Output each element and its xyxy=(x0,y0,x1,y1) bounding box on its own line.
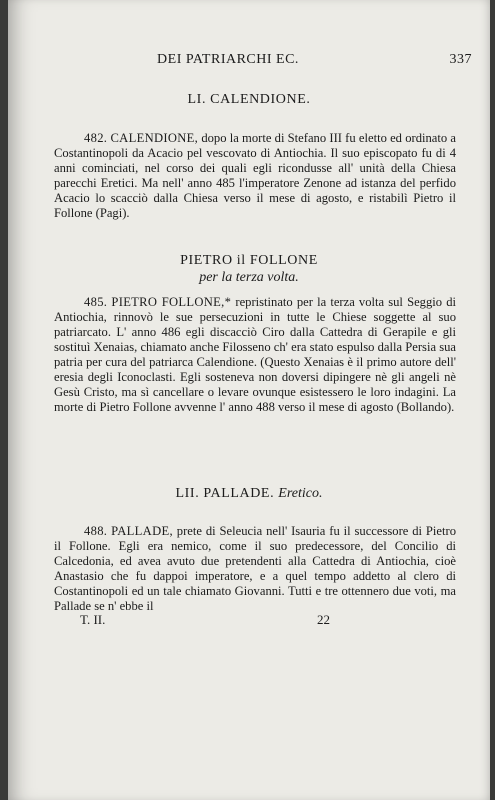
paragraph-pietro xyxy=(54,295,456,415)
subheading-text: per la terza volta. xyxy=(199,270,299,285)
heading-text: LII. PALLADE. xyxy=(175,486,275,501)
section-heading-pallade xyxy=(8,486,490,502)
sheet-number: 22 xyxy=(317,612,330,627)
paragraph-pallade xyxy=(54,524,456,614)
paragraph-calendione xyxy=(54,131,456,221)
paragraph-name: PIETRO FOLLONE,* xyxy=(111,295,232,309)
paragraph-name: PALLADE, xyxy=(111,524,173,538)
page-number: 337 xyxy=(449,52,472,67)
heading-italic: Eretico. xyxy=(278,486,323,501)
running-title: DEI PATRIARCHI EC. xyxy=(157,52,299,67)
paragraph-text: prete di Seleucia nell' Isauria fu il successore di Pietro il Follone. Egli era nemico, come il suo predecessore, del Concilio di Calcedonia, ed avea avuto due pretendenti alla Cattedra di Antiochia, cioè Anastasio che fu dappoi imperatore, e a quel tempo addetto al clero di Costantinopoli ed un tale chiamato Giovanni. Tutti e tre ottennero due voti, ma Pallade se n' ebbe il xyxy=(54,524,456,613)
paragraph-name: CALENDIONE, xyxy=(110,131,199,145)
paragraph-text: repristinato per la terza volta sul Seggio di Antiochia, rinnovò le sue persecuzioni in tutte le Chiese soggette al suo patriarcato. L' anno 486 egli discacciò Ciro dalla Cattedra di Gerapile e gli sostituì Xenaias, chiamato anche Filosseno ch' era stato espulso dalla Persia sua patria per cura del patriarca Calendione. (Questo Xenaias è il primo autore dell' eresia degli Iconoclasti. Egli sosteneva non doversi dipingere nè gli angeli nè Gesù Cristo, ma sì cancellare o levare ovunque esistessero le loro indagini. La morte di Pietro Follone avvenne l' anno 488 verso il mese di agosto (Bollando). xyxy=(54,295,456,414)
running-header xyxy=(88,52,472,72)
section-subheading-pietro xyxy=(8,270,490,286)
paragraph-text: dopo la morte di Stefano III fu eletto ed ordinato a Costantinopoli da Acacio pel vescovato di Antiochia. Il suo episcopato fu di 4 anni cominciati, nel corso dei quali egli ricondusse all' unità della Chiesa parecchi Eretici. Ma nell' anno 485 l'imperatore Zenone ad istanza del perfido Acacio lo scacciò dalla Chiesa verso il mese di agosto, e ristabilì Pietro il Follone (Pagi). xyxy=(54,131,456,220)
paragraph-number: 482. xyxy=(84,131,108,145)
section-heading-calendione: LI. CALENDIONE. xyxy=(187,92,311,107)
book-page xyxy=(8,0,490,800)
volume-signature: T. II. xyxy=(80,612,106,627)
paragraph-number: 488. xyxy=(84,524,108,538)
section-heading-pietro: PIETRO il FOLLONE xyxy=(180,253,318,268)
paragraph-number: 485. xyxy=(84,295,108,309)
